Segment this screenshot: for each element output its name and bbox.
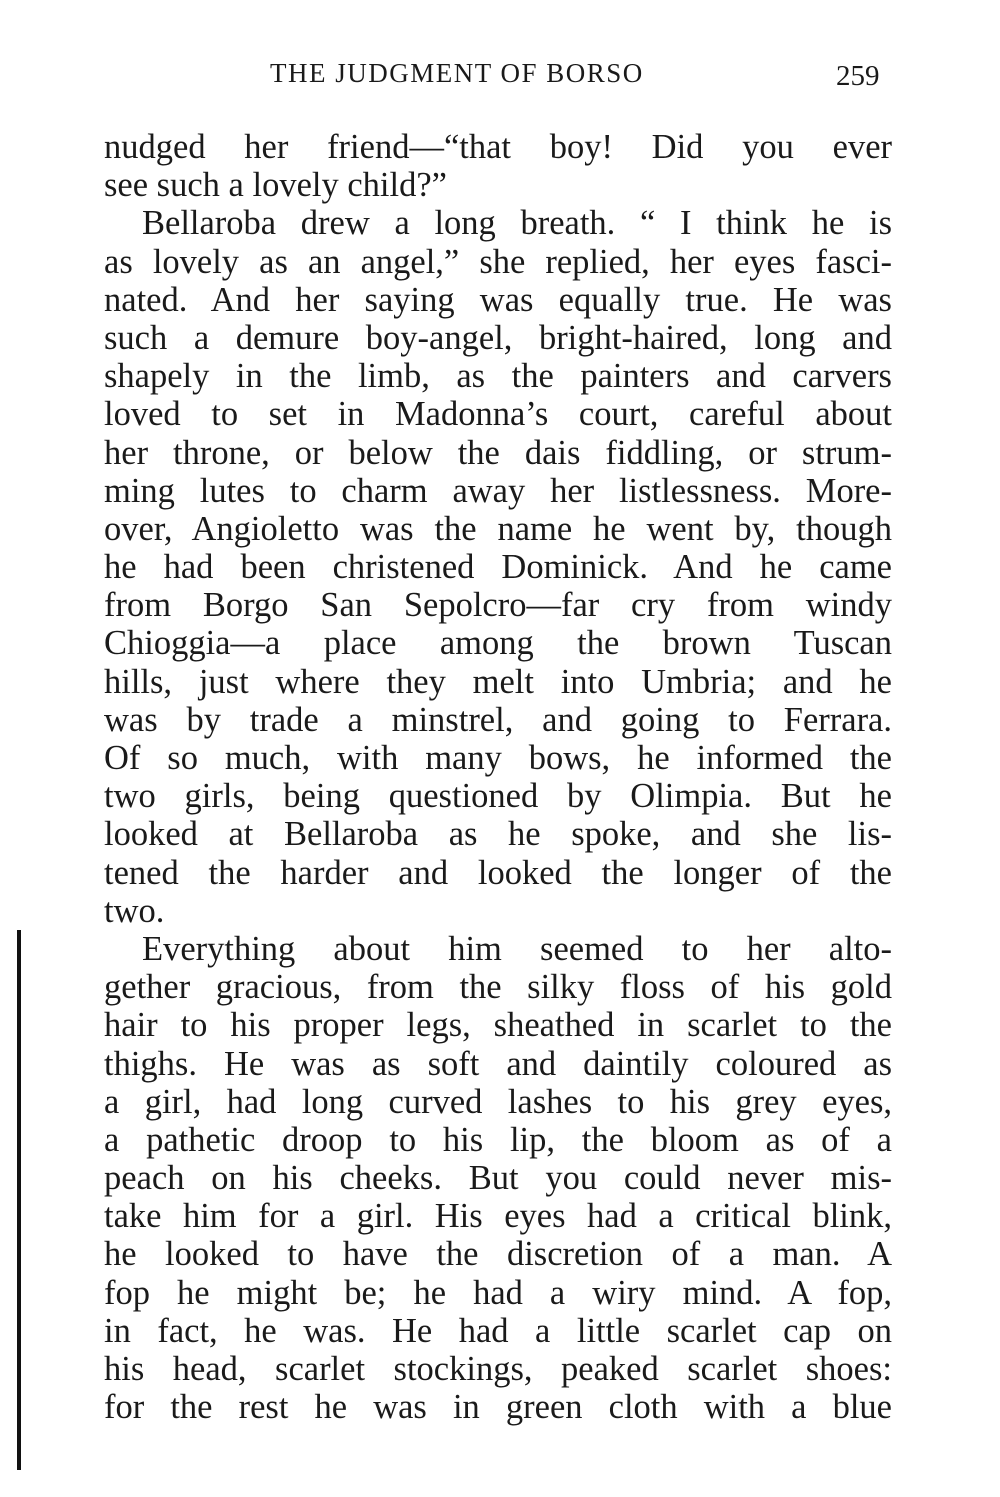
text-line: tened the harder and looked the longer of the bbox=[104, 853, 892, 892]
text-line: as lovely as an angel,” she replied, her eyes fasci- bbox=[104, 242, 892, 281]
text-line: hills, just where they melt into Umbria; and he bbox=[104, 662, 892, 701]
text-line: nudged her friend—“that boy! Did you ever bbox=[104, 128, 892, 166]
text-line: ming lutes to charm away her listlessness. More- bbox=[104, 471, 892, 510]
text-line: see such a lovely child?” bbox=[104, 166, 447, 205]
page-number: 259 bbox=[836, 60, 880, 92]
text-line: he looked to have the discretion of a man. A bbox=[104, 1235, 892, 1274]
text-line: over, Angioletto was the name he went by, though bbox=[104, 509, 892, 548]
text-line: Bellaroba drew a long breath. “ I think he is bbox=[142, 204, 892, 243]
text-line: take him for a girl. His eyes had a critical blink, bbox=[104, 1197, 892, 1236]
running-title: THE JUDGMENT OF BORSO bbox=[270, 58, 644, 88]
text-line: was by trade a minstrel, and going to Ferrara. bbox=[104, 700, 892, 739]
text-line: gether gracious, from the silky floss of his gold bbox=[104, 968, 892, 1007]
text-line: two. bbox=[104, 891, 165, 930]
text-line: a pathetic droop to his lip, the bloom as of a bbox=[104, 1120, 892, 1159]
text-line: loved to set in Madonna’s court, careful about bbox=[104, 395, 892, 434]
text-line: such a demure boy-angel, bright-haired, long and bbox=[104, 318, 892, 357]
text-line: his head, scarlet stockings, peaked scarlet shoes: bbox=[104, 1350, 892, 1388]
text-line: he had been christened Dominick. And he came bbox=[104, 548, 892, 587]
text-line: looked at Bellaroba as he spoke, and she lis- bbox=[104, 815, 892, 854]
text-line: in fact, he was. He had a little scarlet cap on bbox=[104, 1311, 892, 1350]
text-line: a girl, had long curved lashes to his grey eyes, bbox=[104, 1082, 892, 1121]
text-line: nated. And her saying was equally true. He was bbox=[104, 280, 892, 319]
text-line: for the rest he was in green cloth with a blue bbox=[104, 1388, 892, 1427]
margin-rule bbox=[17, 930, 21, 1470]
text-line: Of so much, with many bows, he informed the bbox=[104, 739, 892, 777]
text-line: her throne, or below the dais fiddling, or strum- bbox=[104, 433, 892, 472]
running-head bbox=[0, 58, 1000, 98]
text-line: two girls, being questioned by Olimpia. But he bbox=[104, 777, 892, 816]
text-body bbox=[104, 128, 892, 1426]
text-line: Chioggia—a place among the brown Tuscan bbox=[104, 624, 892, 663]
text-line: from Borgo San Sepolcro—far cry from windy bbox=[104, 586, 892, 625]
text-line: hair to his proper legs, sheathed in scarlet to the bbox=[104, 1006, 892, 1045]
text-line: fop he might be; he had a wiry mind. A fop, bbox=[104, 1273, 892, 1312]
text-line: Everything about him seemed to her alto- bbox=[142, 929, 892, 968]
text-line: peach on his cheeks. But you could never mis- bbox=[104, 1159, 892, 1198]
text-line: thighs. He was as soft and daintily coloured as bbox=[104, 1044, 892, 1083]
text-line: shapely in the limb, as the painters and carvers bbox=[104, 357, 892, 396]
